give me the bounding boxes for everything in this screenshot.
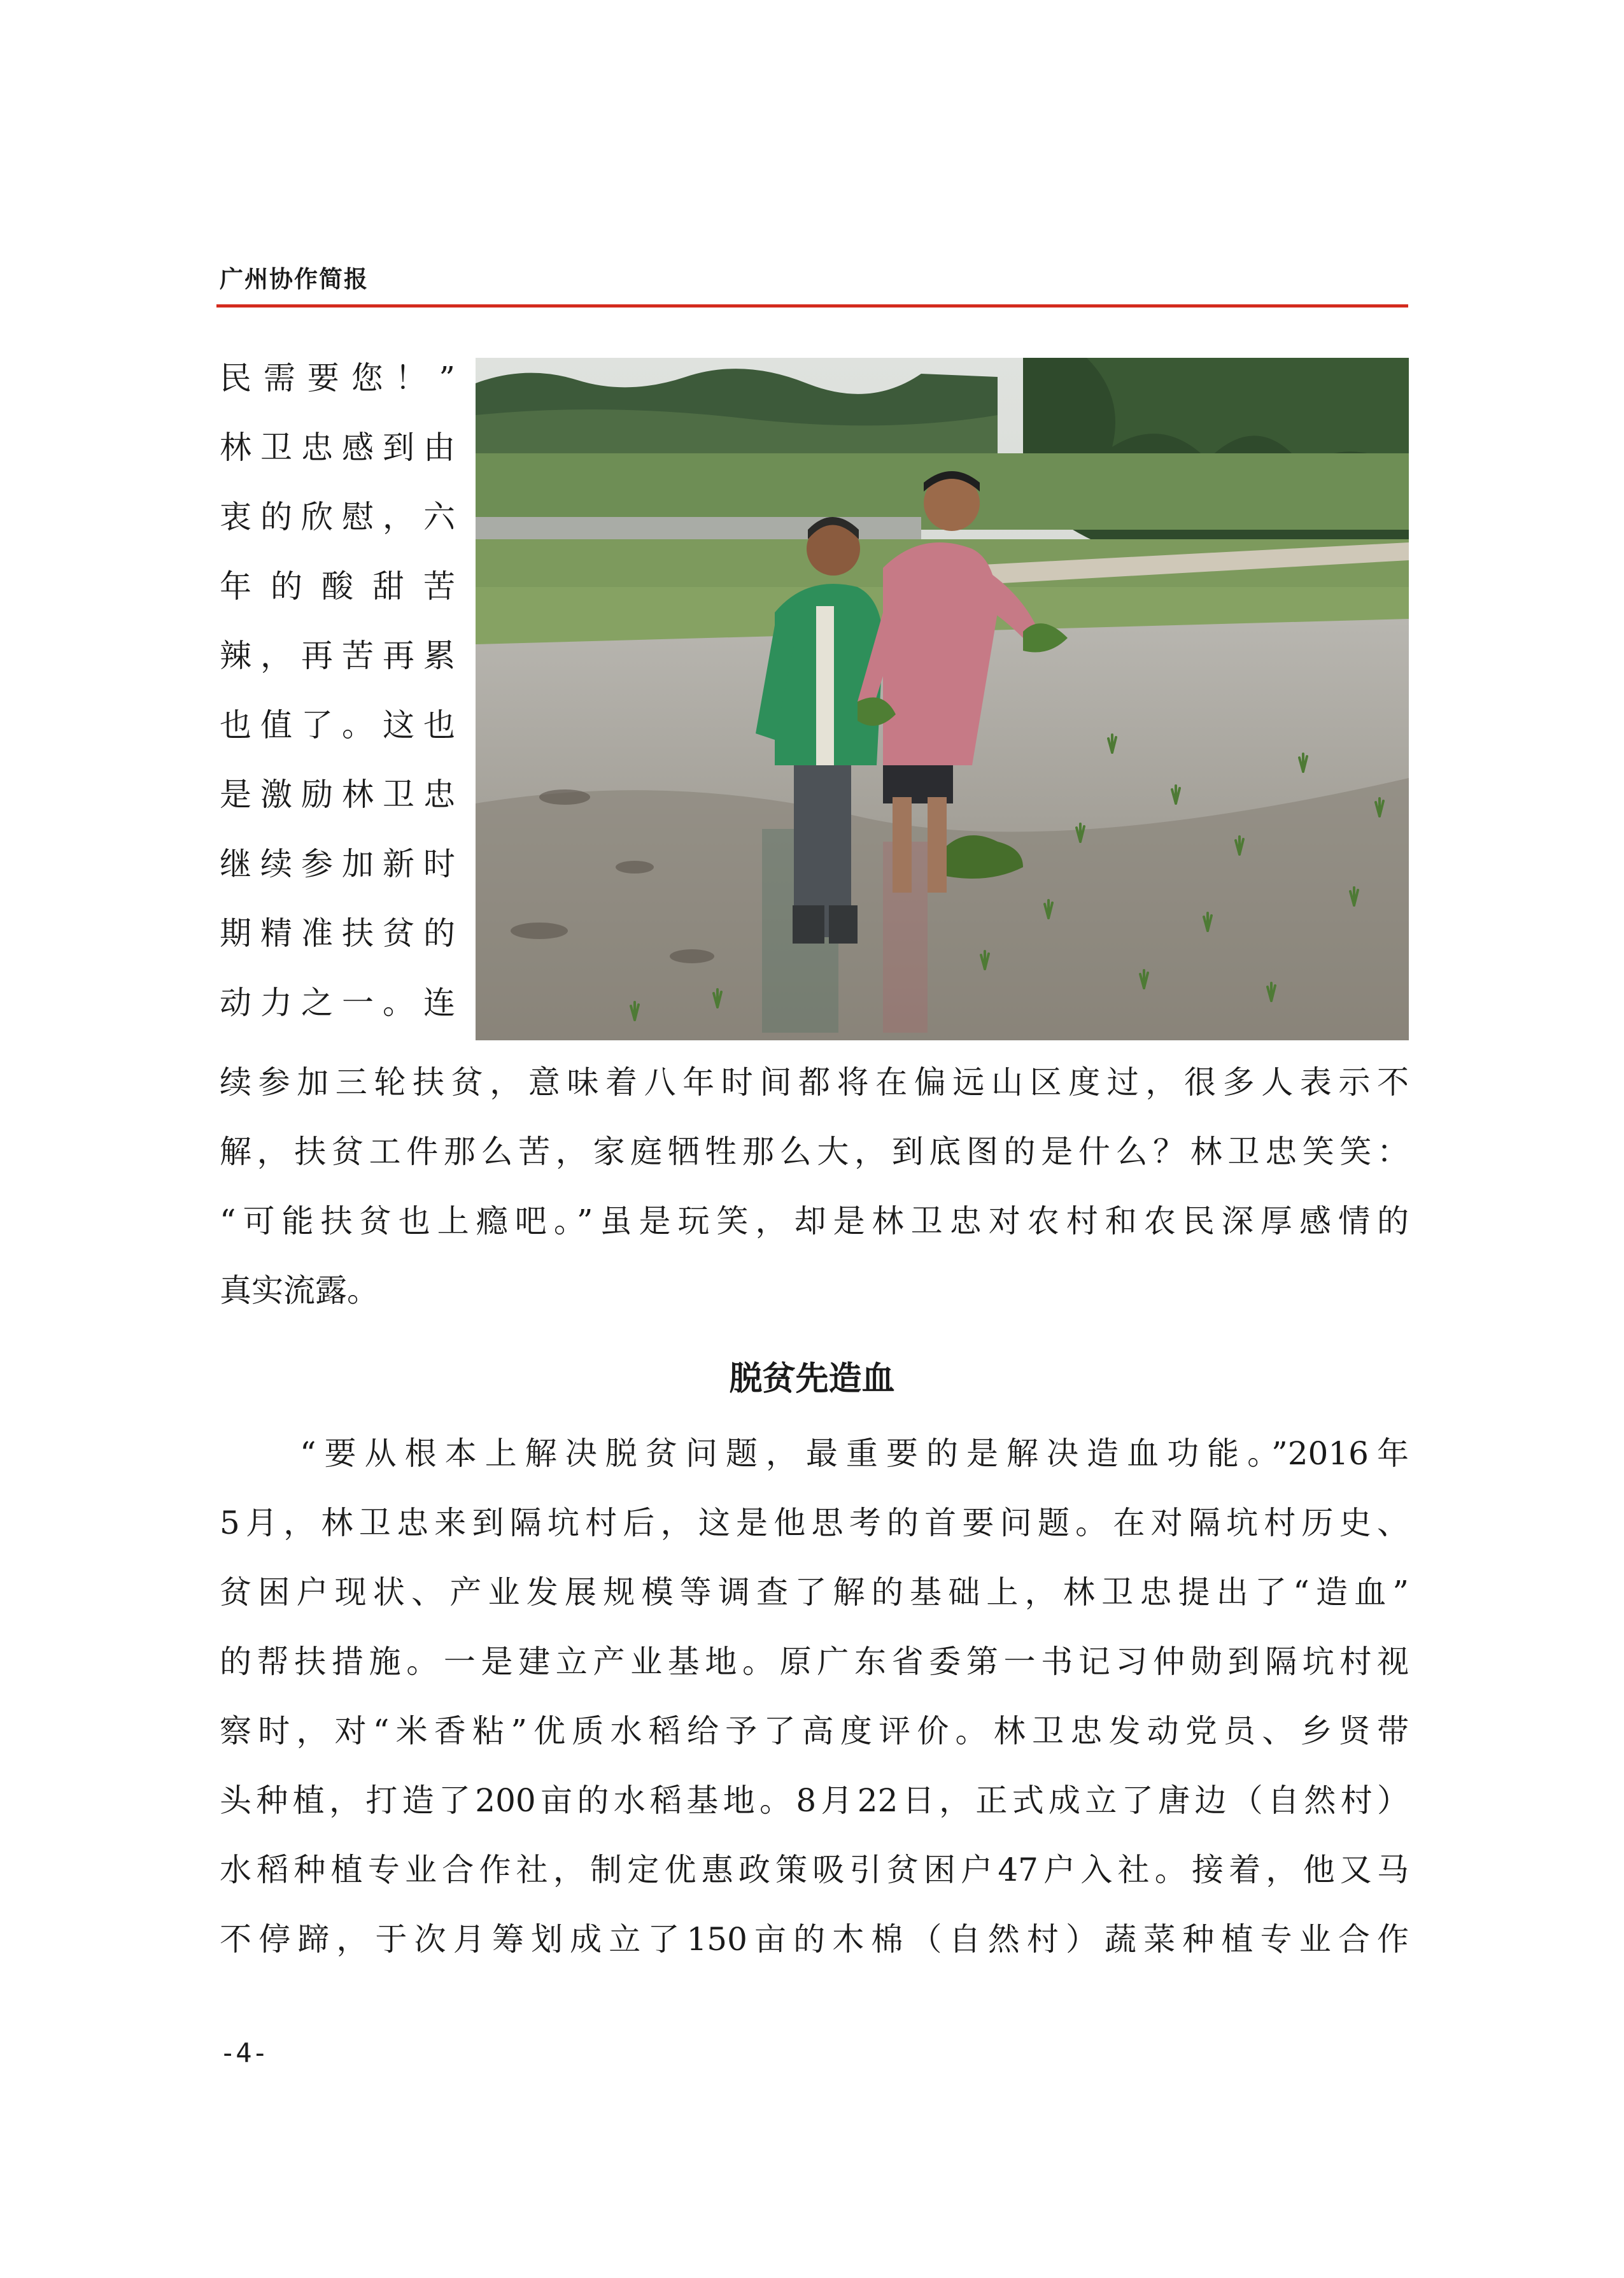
text-line: 继续参加新时 [220, 845, 455, 882]
section-heading: 脱贫先造血 [729, 1360, 895, 1398]
text-line: 解，扶贫工件那么苦，家庭牺牲那么大，到底图的是什么？林卫忠笑笑： [220, 1133, 1409, 1170]
header-divider [216, 304, 1408, 308]
text-line: 年的酸甜苦 [220, 568, 455, 605]
newsletter-title: 广州协作简报 [220, 265, 369, 293]
wrapped-text-column [220, 344, 455, 1038]
text-line: 真实流露。 [220, 1272, 379, 1309]
text-line: 续参加三轮扶贫，意味着八年时间都将在偏远山区度过，很多人表示不 [220, 1064, 1409, 1101]
text-line: 动力之一。连 [220, 984, 455, 1021]
text-line: 水稻种植专业合作社，制定优惠政策吸引贫困户47户入社。接着，他又马 [220, 1851, 1409, 1888]
text-line: “可能扶贫也上瘾吧。”虽是玩笑，却是林卫忠对农村和农民深厚感情的 [220, 1203, 1409, 1240]
text-line: 辣，再苦再累 [220, 637, 455, 674]
text-line: 衷的欣慰，六 [220, 499, 455, 535]
paragraph-1 [220, 1048, 1409, 1326]
text-line: “要从根本上解决脱贫问题，最重要的是解决造血功能。”2016年 [220, 1435, 1409, 1472]
page-number: -4- [220, 2037, 268, 2069]
paragraph-2 [220, 1419, 1409, 1974]
text-line: 察时，对“米香粘”优质水稻给予了高度评价。林卫忠发动党员、乡贤带 [220, 1713, 1409, 1750]
text-line: 贫困户现状、产业发展规模等调查了解的基础上，林卫忠提出了“造血” [220, 1574, 1409, 1611]
rice-paddy-photo [476, 358, 1409, 1040]
text-line: 头种植，打造了200亩的水稻基地。8月22日，正式成立了唐边（自然村） [220, 1782, 1409, 1819]
text-line: 民需要您！” [220, 360, 455, 397]
text-line: 林卫忠感到由 [220, 429, 455, 466]
text-line: 5月，林卫忠来到隔坑村后，这是他思考的首要问题。在对隔坑村历史、 [220, 1504, 1409, 1541]
text-line: 是激励林卫忠 [220, 776, 455, 813]
text-line: 的帮扶措施。一是建立产业基地。原广东省委第一书记习仲勋到隔坑村视 [220, 1643, 1409, 1680]
text-line: 期精准扶贫的 [220, 915, 455, 952]
text-line: 也值了。这也 [220, 707, 455, 744]
text-line: 不停蹄，于次月筹划成立了150亩的木棉（自然村）蔬菜种植专业合作 [220, 1921, 1409, 1958]
